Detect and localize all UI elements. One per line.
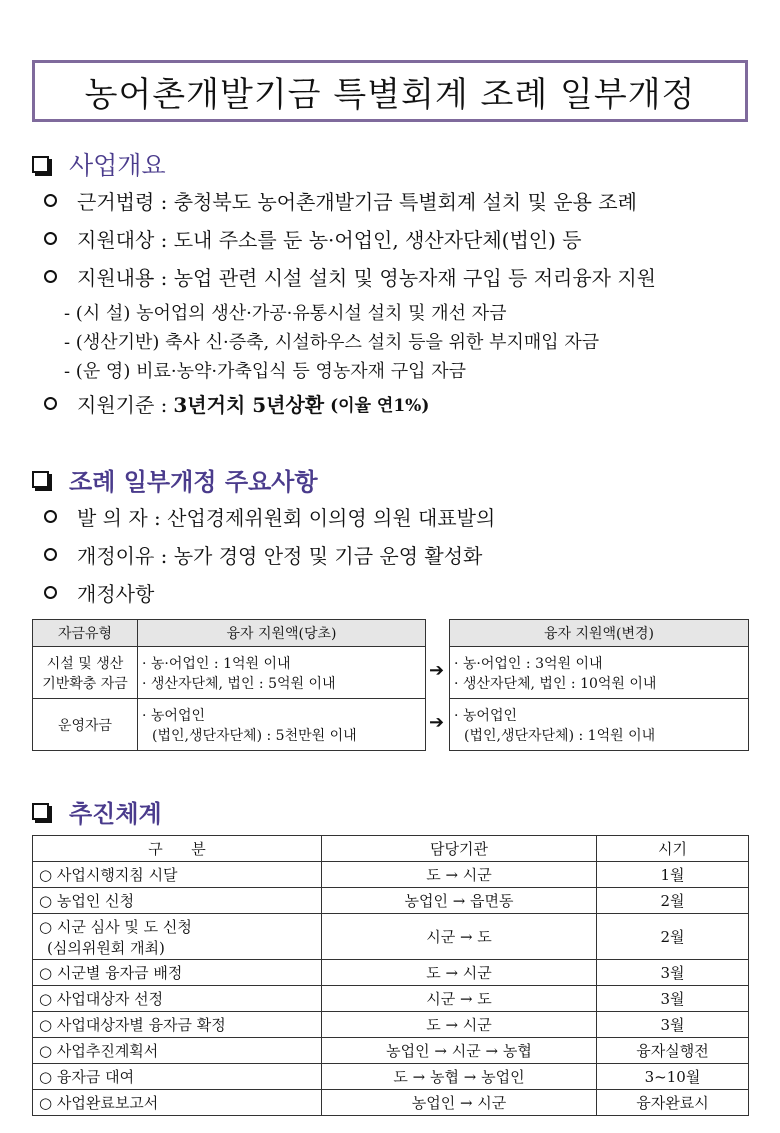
overview-subitem-operation: - (운 영) 비료·농약·가축입식 등 영농자재 구입 자금 (64, 361, 466, 382)
table-row: ○ 사업시행지침 시달 도 → 시군 1월 (33, 862, 749, 888)
right-arrow-icon: ➔ (429, 712, 445, 733)
amendment-table-after (449, 619, 749, 751)
table-row: ○ 농업인 신청 농업인 → 읍면동 2월 (33, 888, 749, 914)
section-process-heading: 추진체계 (32, 794, 162, 829)
fund-type-operation: 운영자금 (33, 699, 138, 751)
overview-subitem-facility: - (시 설) 농어업의 생산·가공·유통시설 설치 및 개선 자금 (64, 303, 507, 324)
process-header-agency: 담당기관 (322, 836, 597, 862)
table-row: ○ 사업대상자별 융자금 확정 도 → 시군 3월 (33, 1012, 749, 1038)
square-bullet-icon (32, 156, 49, 173)
process-table (32, 835, 749, 1116)
overview-item-content: 지원내용 : 농업 관련 시설 설치 및 영농자재 구입 등 저리융자 지원 (44, 262, 656, 291)
right-arrow-icon: ➔ (429, 660, 445, 681)
overview-subitem-production: - (생산기반) 축사 신·증축, 시설하우스 설치 등을 위한 부지매입 자금 (64, 332, 600, 353)
amount-before-operation: · 농어업인 (법인,생단자단체) : 5천만원 이내 (138, 699, 426, 751)
square-bullet-icon (32, 803, 49, 820)
table-row: ○ 사업완료보고서 농업인 → 시군 융자완료시 (33, 1090, 749, 1116)
document-title: 농어촌개발기금 특별회계 조례 일부개정 (84, 74, 696, 115)
square-bullet-icon (32, 471, 49, 488)
header-amount-after: 융자 지원액(변경) (450, 620, 749, 647)
amount-before-facility: · 농·어업인 : 1억원 이내 · 생산자단체, 법인 : 5억원 이내 (138, 647, 426, 699)
overview-item-criteria: 지원기준 : 3년거치 5년상환 (이율 연1%) (44, 389, 429, 418)
circle-bullet-icon (44, 270, 57, 283)
circle-bullet-icon (44, 194, 57, 207)
amendment-item-changes: 개정사항 (44, 578, 154, 607)
circle-bullet-icon (44, 548, 57, 561)
circle-bullet-icon (44, 232, 57, 245)
header-fund-type: 자금유형 (33, 620, 138, 647)
process-header-step: 구 분 (33, 836, 322, 862)
section-amendment-heading: 조례 일부개정 주요사항 (32, 462, 318, 497)
fund-type-facility: 시설 및 생산 기반확충 자금 (33, 647, 138, 699)
table-row: ○ 융자금 대여 도 → 농협 → 농업인 3~10월 (33, 1064, 749, 1090)
amendment-item-reason: 개정이유 : 농가 경영 안정 및 기금 운영 활성화 (44, 540, 482, 569)
table-row: ○ 사업추진계획서 농업인 → 시군 → 농협 융자실행전 (33, 1038, 749, 1064)
circle-bullet-icon (44, 397, 57, 410)
table-row: ○ 시군 심사 및 도 신청 (심의위원회 개최) 시군 → 도 2월 (33, 914, 749, 960)
process-header-timing: 시기 (597, 836, 749, 862)
amendment-table-before (32, 619, 426, 751)
overview-item-target: 지원대상 : 도내 주소를 둔 농·어업인, 생산자단체(법인) 등 (44, 224, 582, 253)
circle-bullet-icon (44, 510, 57, 523)
table-row: ○ 사업대상자 선정 시군 → 도 3월 (33, 986, 749, 1012)
document-title-box (32, 60, 748, 122)
table-row: ○ 시군별 융자금 배정 도 → 시군 3월 (33, 960, 749, 986)
amount-after-facility: · 농·어업인 : 3억원 이내 · 생산자단체, 법인 : 10억원 이내 (450, 647, 749, 699)
circle-bullet-icon (44, 586, 57, 599)
section-overview-heading: 사업개요 (32, 146, 166, 182)
amendment-item-proposer: 발 의 자 : 산업경제위원회 이의영 의원 대표발의 (44, 502, 495, 531)
header-amount-before: 융자 지원액(당초) (138, 620, 426, 647)
overview-item-law: 근거법령 : 충청북도 농어촌개발기금 특별회계 설치 및 운용 조례 (44, 186, 637, 215)
amount-after-operation: · 농어업인 (법인,생단자단체) : 1억원 이내 (450, 699, 749, 751)
